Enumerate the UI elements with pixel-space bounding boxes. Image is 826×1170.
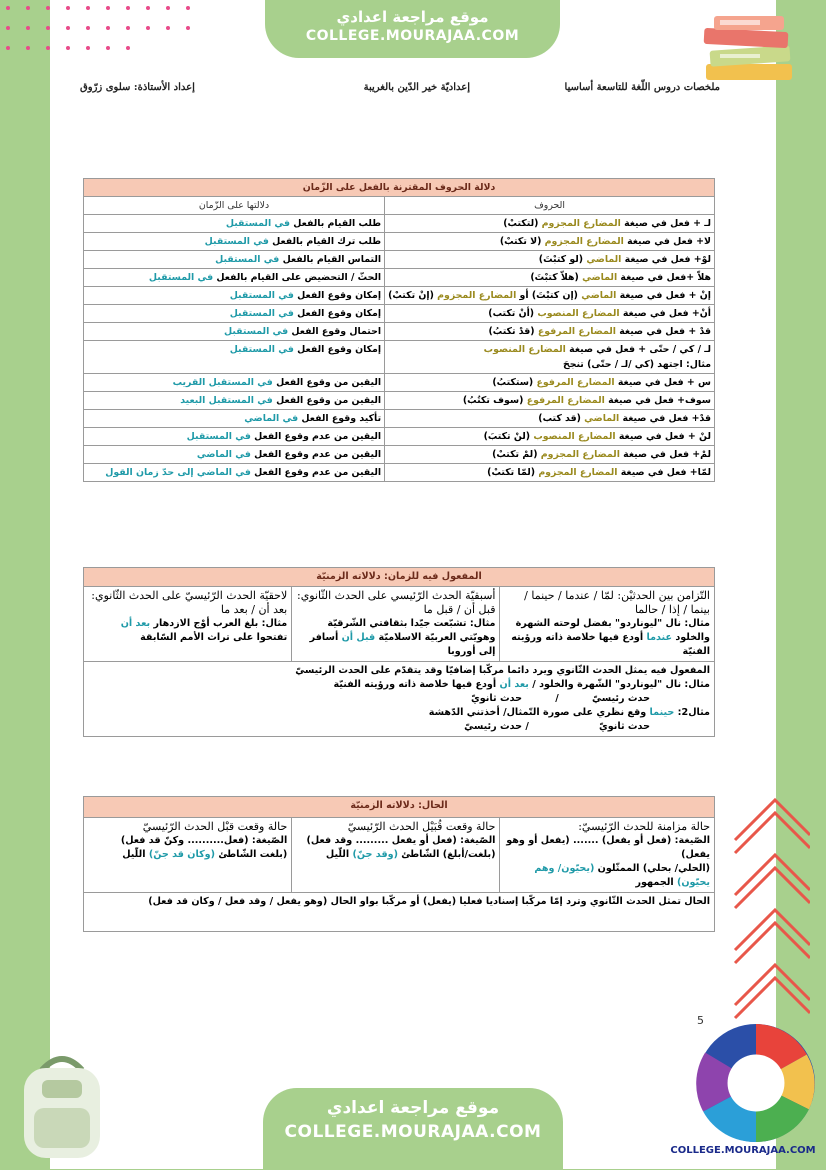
meaning-cell: اليقين من عدم وقوع الفعل في الماضي إلى حدّ زمان القول — [84, 464, 385, 482]
adverb-simultaneity-title: التّزامن بين الحدثيْن: لمّا / عندما / حينما / بينما / إذا / حالما — [524, 589, 710, 616]
particle-cell: لنْ + فعل في صيغة المضارع المنصوب (لنْ تكتبَ) — [385, 428, 715, 446]
meaning-cell: الحثّ / التحضيض على القيام بالفعل في المستقبل — [84, 269, 385, 287]
header-author: إعداد الأستاذة: سلوى زرّوق — [80, 82, 195, 93]
particle-row — [84, 323, 715, 341]
site-banner-bottom — [263, 1088, 563, 1170]
meaning-cell: اليقين من عدم وقوع الفعل في الماضي — [84, 446, 385, 464]
meaning-cell: طلب ترك القيام بالفعل في المستقبل — [84, 233, 385, 251]
hal-before-title: حالة وقعت قبْل الحدث الرّئيسيّ — [142, 820, 288, 833]
adverb-note — [84, 662, 715, 737]
hal-simultaneous-title: حالة مزامنة للحدث الرّئيسيّ: — [578, 820, 710, 833]
meaning-cell: إمكان وقوع الفعل في المستقبل — [84, 287, 385, 305]
adverb-note-labels1: حدث رئيسيّ/حدث ثانويّ — [470, 693, 650, 704]
adverb-table-title: المفعول فيه للزمان: دلالاته الزمنيّة — [84, 568, 715, 587]
particle-cell: إنْ + فعل في صيغة الماضي (إن كتبْتَ) أو المضارع المجزوم (إنْ تكتبْ) — [385, 287, 715, 305]
decorative-dots — [6, 6, 206, 56]
meaning-cell: اليقين من وقوع الفعل في المستقبل البعيد — [84, 392, 385, 410]
page-number: 5 — [697, 1014, 704, 1027]
particle-cell: قدْ + فعل في صيغة المضارع المرفوع (قدْ تكتبُ) — [385, 323, 715, 341]
particle-cell: قدْ+ فعل في صيغة الماضي (قد كتب) — [385, 410, 715, 428]
column-header-particles: الحروف — [385, 197, 715, 215]
particle-row — [84, 410, 715, 428]
particle-row — [84, 215, 715, 233]
header-school: إعداديّة خير الدّين بالغريبة — [363, 82, 470, 93]
particle-cell: لـ / كي / حتّى + فعل في صيغة المضارع المنصوب مثال: اجتهد (كي /لـ / حتّى) تنجحَ — [385, 341, 715, 374]
particle-row — [84, 269, 715, 287]
hal-cell-simultaneous — [500, 818, 715, 893]
hal-simultaneous-form: الصّيغة: (فعل أو يفعل) ....... (يفعل أو وهو يفعل) — [506, 835, 710, 860]
hal-cell-just-before — [292, 818, 500, 893]
adverb-simultaneity-example: مثال: نال "ليوناردو" بفضل لوحته الشهرة والخلود عندما أودع فيها خلاصة ذاته ورؤيته الفنيّة — [511, 618, 710, 657]
particle-row — [84, 446, 715, 464]
adverb-note-rule: المفعول فيه يمثل الحدث الثّانوي ويرد دائما مركّبا إضافيّا وقد يتقدّم على الحدث الرئيسيّ — [295, 665, 710, 676]
particles-table — [83, 178, 715, 482]
header-course-title: ملخصات دروس اللّغة للتاسعة أساسيا — [564, 82, 720, 93]
particle-cell: سوف+ فعل في صيغة المضارع المرفوع (سوف تكتُبُ) — [385, 392, 715, 410]
particle-row — [84, 251, 715, 269]
left-margin-band — [0, 0, 50, 1169]
meaning-cell: إمكان وقوع الفعل في المستقبل — [84, 305, 385, 323]
particle-row — [84, 233, 715, 251]
particle-cell: لا+ فعل في صيغة المضارع المجزوم (لا تكتبْ) — [385, 233, 715, 251]
adverb-note-labels2: حدث ثانويّ/ حدث رئيسيّ — [464, 721, 650, 732]
particles-table-body — [84, 215, 715, 482]
particle-row — [84, 464, 715, 482]
particle-cell: هلاّ +فعل في صيغة الماضي (هلاّ كتبْتَ) — [385, 269, 715, 287]
particle-row — [84, 392, 715, 410]
adverb-precedence-title: أسبقيّة الحدث الرّئيسي على الحدث الثّانوي: قبل أن / قبل ما — [296, 589, 496, 616]
hal-just-before-form: الصّيغة: (فعل أو يفعل ......... وقد فعل) — [306, 835, 496, 846]
particle-cell: لمْ+ فعل في صيغة المضارع المجزوم (لمْ تكتبْ) — [385, 446, 715, 464]
hal-just-before-example: (بلغت/أبلغ) الشّاطئ (وقد جنّ) اللّيل — [325, 849, 496, 860]
meaning-cell: اليقين من عدم وقوع الفعل في المستقبل — [84, 428, 385, 446]
particle-row — [84, 305, 715, 323]
site-url-bottom[interactable]: COLLEGE.MOURAJAA.COM — [284, 1122, 542, 1142]
particle-cell: أنْ+ فعل في صيغة المضارع المنصوب (أنْ تكتب) — [385, 305, 715, 323]
particle-cell: س + فعل في صيغة المضارع المرفوع (ستكتبُ) — [385, 374, 715, 392]
hal-just-before-title: حالة وقعت قُبَيْل الحدث الرّئيسيّ — [347, 820, 496, 833]
adverb-table — [83, 567, 715, 737]
site-banner-top — [265, 0, 560, 58]
document-header — [80, 82, 720, 100]
site-url[interactable]: COLLEGE.MOURAJAA.COM — [305, 28, 520, 44]
column-header-meaning: دلالتها على الزّمان — [84, 197, 385, 215]
site-logo-icon — [695, 1022, 817, 1144]
hal-cell-before — [84, 818, 292, 893]
meaning-cell: تأكيد وقوع الفعل في الماضي — [84, 410, 385, 428]
hal-simultaneous-example: (الحلي/ بحلي) الممثّلون (يحيّون/ وهم يحيّون) الجمهور — [534, 863, 710, 888]
adverb-cell-precedence — [292, 587, 500, 662]
adverb-note-example2: مثال2: حينما وقع نظري على صورة التّمثال/ أخذتني الدّهشة — [428, 707, 710, 718]
hal-before-example: (بلغت الشّاطئ (وكان قد جنّ) اللّيل — [122, 849, 288, 860]
particle-row — [84, 374, 715, 392]
hal-before-form: الصّيغة: (فعل.......... وكنّ قد فعل) — [120, 835, 288, 846]
adverb-posteriority-example: مثال: بلغ العرب أوْج الازدهار بعد أن تفتحوا على تراث الأمم السّابقة — [120, 618, 288, 643]
adverb-note-example1: مثال: نال "ليوناردو" الشّهرة والخلود / بعد أن أودع فيها خلاصة ذاته ورؤيته الفنيّة — [333, 679, 710, 690]
chevron-decoration-icon — [730, 795, 810, 1025]
site-name-arabic-bottom: موقع مراجعة اعدادي — [326, 1098, 500, 1118]
meaning-cell: طلب القيام بالفعل في المستقبل — [84, 215, 385, 233]
particle-row — [84, 428, 715, 446]
particle-row — [84, 287, 715, 305]
particles-table-title: دلالة الحروف المقترنة بالفعل على الزّمان — [84, 179, 715, 197]
particle-cell: لـ + فعل في صيغة المضارع المجزوم (لتكتبْ) — [385, 215, 715, 233]
meaning-cell: إمكان وقوع الفعل في المستقبل — [84, 341, 385, 374]
hal-table-title: الحال: دلالاته الزمنيّة — [84, 797, 715, 818]
particle-row — [84, 341, 715, 374]
site-name-arabic: موقع مراجعة اعدادي — [336, 8, 489, 26]
meaning-cell: التماس القيام بالفعل في المستقبل — [84, 251, 385, 269]
books-icon — [700, 12, 800, 92]
particle-cell: لمّا+ فعل في صيغة المضارع المجزوم (لمّا تكتبْ) — [385, 464, 715, 482]
meaning-cell: اليقين من وقوع الفعل في المستقبل القريب — [84, 374, 385, 392]
particle-cell: لوْ+ فعل في صيغة الماضي (لو كتبْتَ) — [385, 251, 715, 269]
logo-site-url[interactable]: COLLEGE.MOURAJAA.COM — [670, 1145, 816, 1156]
adverb-cell-simultaneity — [500, 587, 715, 662]
adverb-precedence-example: مثال: تشبّعت جيّدا بثقافتي الشّرقيّة وهويّتي العربيّة الاسلاميّة قبل أن أسافر إلى أوروبا — [309, 618, 496, 657]
backpack-icon — [12, 1050, 112, 1162]
meaning-cell: احتمال وقوع الفعل في المستقبل — [84, 323, 385, 341]
adverb-posteriority-title: لاحقيّة الحدث الرّئيسيّ على الحدث الثّانوي: بعد أن / بعد ما — [91, 589, 288, 616]
hal-note: الحال تمثل الحدث الثّانوي وترد إمّا مركّبا إسناديا فعليا (يفعل) أو مركّبا بواو الحال (وهو يفعل / وقد فعل / وكان قد فعل) — [84, 893, 715, 932]
adverb-cell-posteriority — [84, 587, 292, 662]
hal-table — [83, 796, 715, 932]
